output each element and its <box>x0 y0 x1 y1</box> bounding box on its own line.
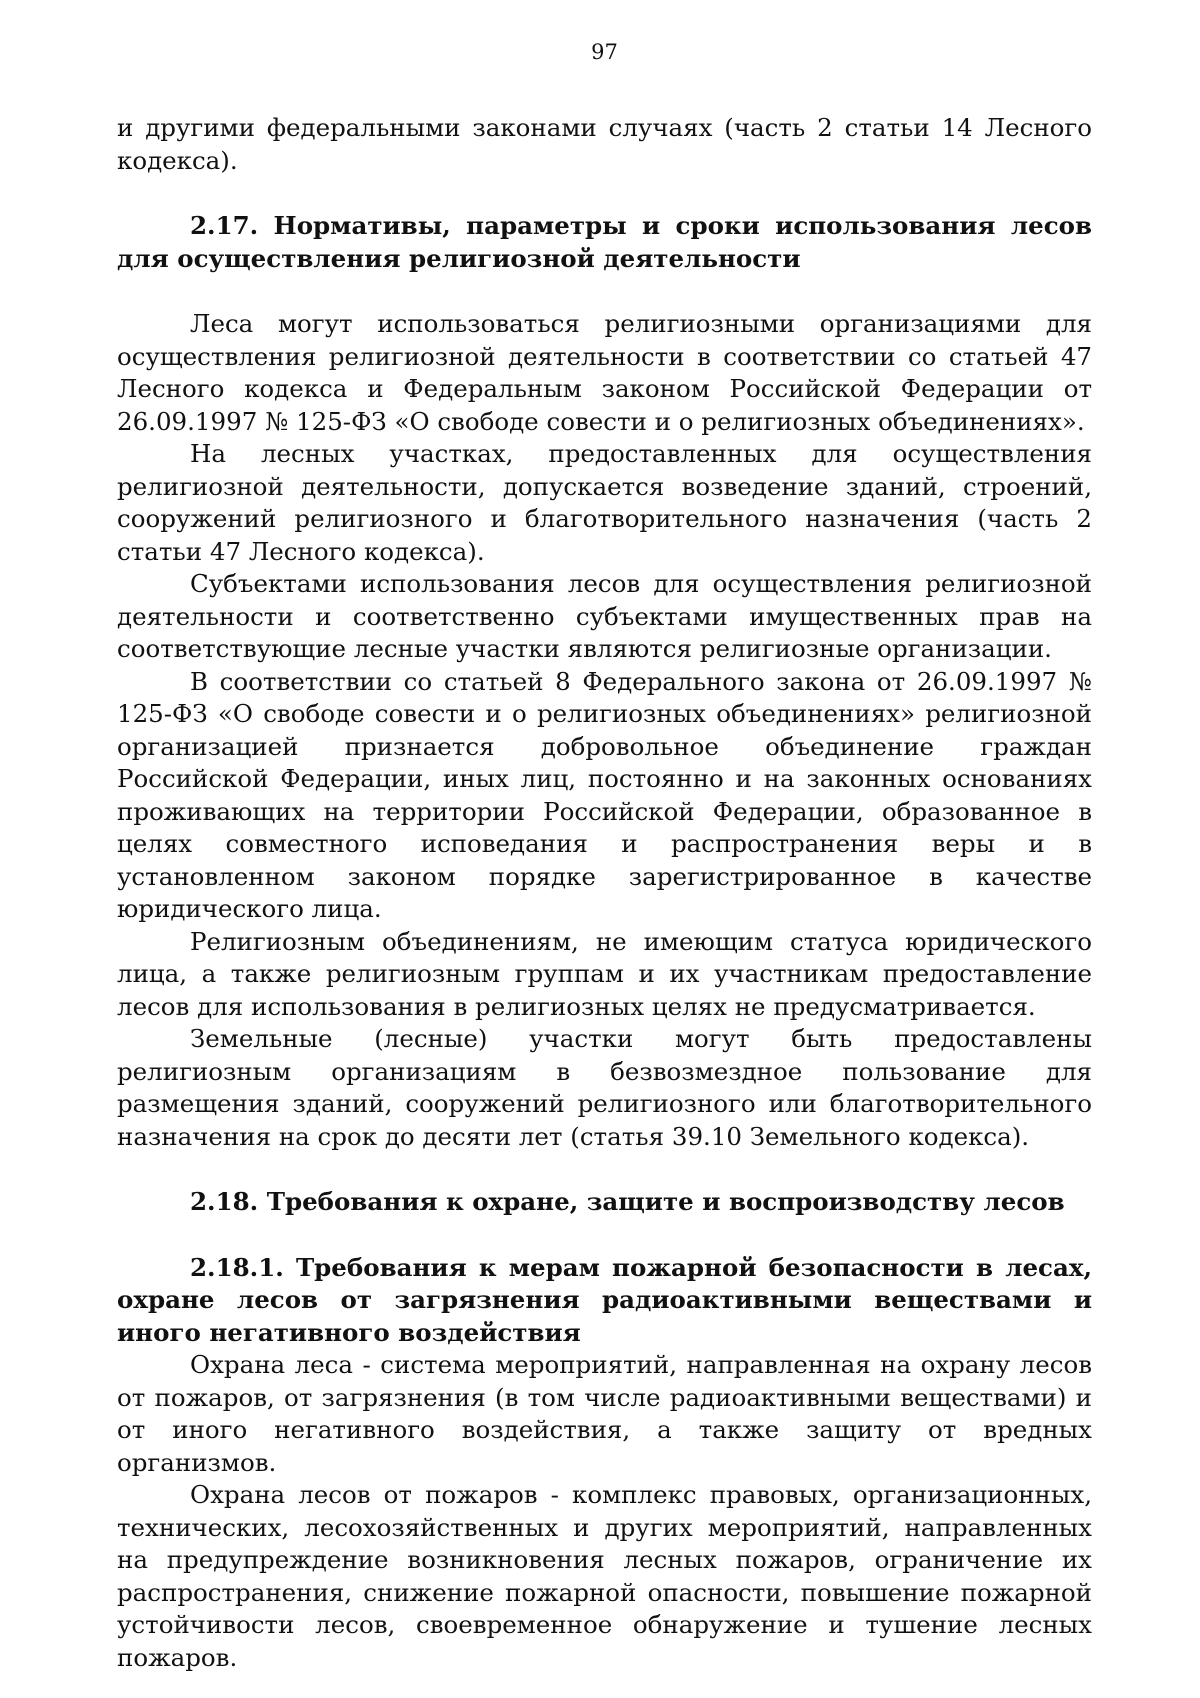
paragraph-continuation: и другими федеральными законами случаях (часть 2 статьи 14 Лесного кодекса). <box>117 113 1092 175</box>
heading-2-18: 2.18. Требования к охране, защите и воспроизводству лесов <box>190 1187 1065 1216</box>
document-page <box>117 40 1092 1674</box>
paragraph: Леса могут использоваться религиозными организациями для осуществления религиозной деятельности в соответствии со статьей 47 Лесного кодекса и Федеральным законом Российской Федерации от 26.09.1997 № 125-ФЗ «О свободе совести и о религиозных объединениях». <box>117 309 1092 436</box>
paragraph: Религиозным объединениям, не имеющим статуса юридического лица, а также религиозным группам и их участникам предоставление лесов для использования в религиозных целях не предусматривается. <box>117 926 1092 1021</box>
paragraph: Охрана лесов от пожаров - комплекс правовых, организационных, технических, лесохозяйственных и других мероприятий, направленных на предупреждение возникновения лесных пожаров, ограничение их распространения, снижение пожарной опасности, повышение пожарной устойчивости лесов, своевременное обнаружение и тушение лесных пожаров. <box>117 1480 1092 1672</box>
paragraph: В соответствии со статьей 8 Федерального закона от 26.09.1997 № 125-ФЗ «О свободе совести и о религиозных объединениях» религиозной организацией признается добровольное объединение граждан Российской Федерации, иных лиц, постоянно и на законных основаниях проживающих на территории Российской Федерации, образованное в целях совместного исповедания и распространения веры и в установленном законом порядке зарегистрированное в качестве юридического лица. <box>117 666 1092 923</box>
heading-2-18-1: 2.18.1. Требования к мерам пожарной безопасности в лесах, охране лесов от загрязнения радиоактивными веществами и иного негативного воздействия <box>117 1252 1092 1347</box>
paragraph: Земельные (лесные) участки могут быть предоставлены религиозным организациям в безвозмездное пользование для размещения зданий, сооружений религиозного или благотворительного назначения на срок до десяти лет (статья 39.10 Земельного кодекса). <box>117 1024 1092 1151</box>
heading-2-17: 2.17. Нормативы, параметры и сроки использования лесов для осуществления религиозной деятельности <box>117 211 1092 273</box>
paragraph: Охрана леса - система мероприятий, направленная на охрану лесов от пожаров, от загрязнения (в том числе радиоактивными веществами) и от иного негативного воздействия, а также защиту от вредных организмов. <box>117 1350 1092 1477</box>
page-number: 97 <box>591 40 618 64</box>
paragraph: Субъектами использования лесов для осуществления религиозной деятельности и соответственно субъектами имущественных прав на соответствующие лесные участки являются религиозные организации. <box>117 569 1092 663</box>
paragraph: На лесных участках, предоставленных для осуществления религиозной деятельности, допускается возведение зданий, строений, сооружений религиозного и благотворительного назначения (часть 2 статьи 47 Лесного кодекса). <box>117 439 1092 566</box>
